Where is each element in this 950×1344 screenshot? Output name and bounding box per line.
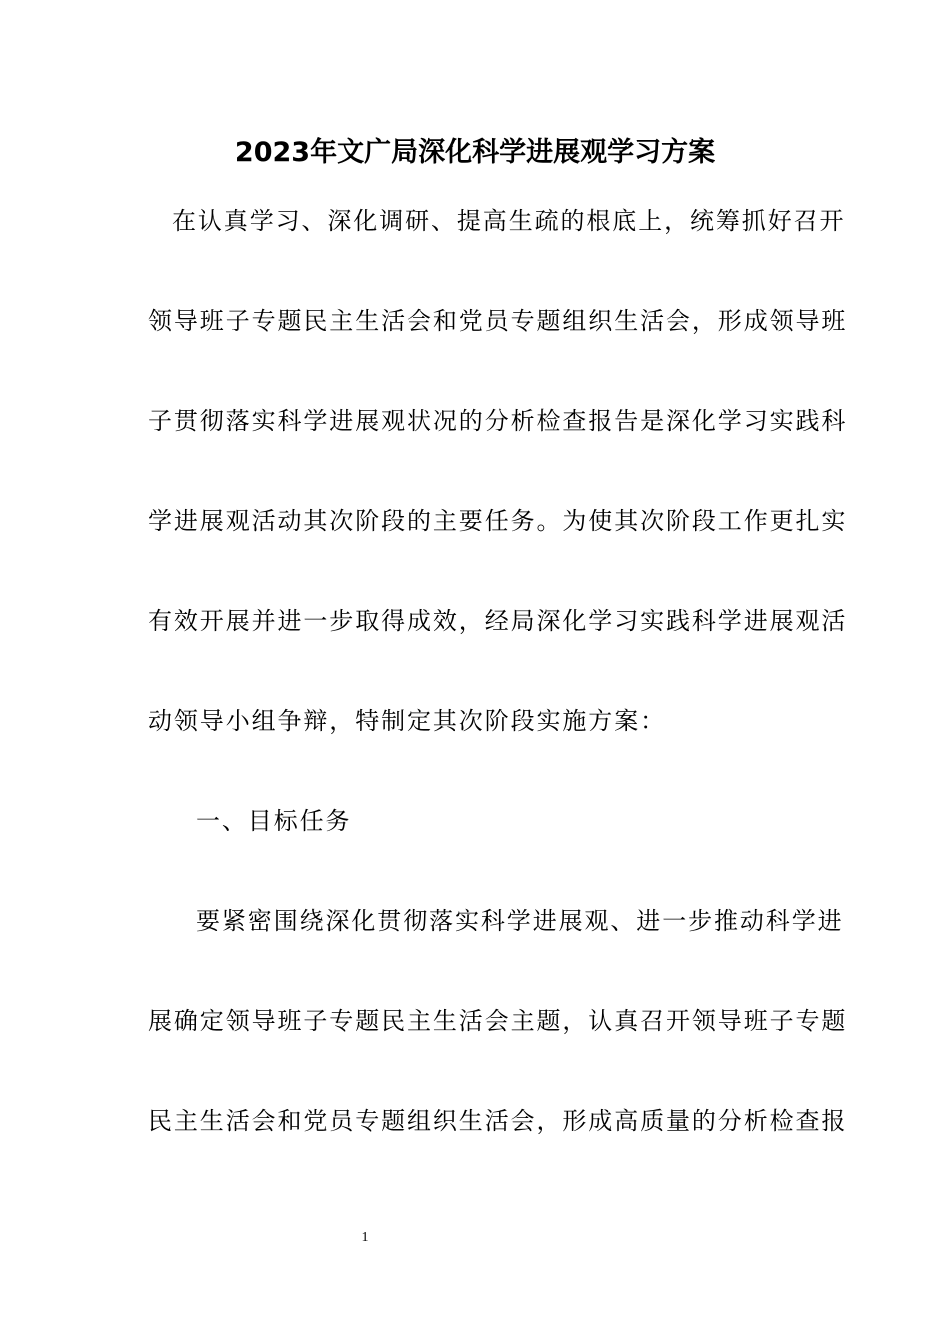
section-heading: 一、目标任务 [196, 807, 352, 835]
paragraph-line: 展确定领导班子专题民主生活会主题，认真召开领导班子专题 [148, 1007, 848, 1035]
paragraph-line: 子贯彻落实科学进展观状况的分析检查报告是深化学习实践科 [148, 407, 848, 435]
paragraph-line: 要紧密围绕深化贯彻落实科学进展观、进一步推动科学进 [196, 907, 844, 935]
document-title: 2023年文广局深化科学进展观学习方案 [234, 137, 716, 168]
paragraph-line: 民主生活会和党员专题组织生活会，形成高质量的分析检查报 [148, 1107, 848, 1135]
paragraph-line: 领导班子专题民主生活会和党员专题组织生活会，形成领导班 [148, 307, 848, 335]
paragraph-line: 学进展观活动其次阶段的主要任务。为使其次阶段工作更扎实 [148, 507, 848, 535]
paragraph-line: 在认真学习、深化调研、提高生疏的根底上，统筹抓好召开 [172, 207, 846, 235]
page-number: 1 [361, 1230, 369, 1245]
paragraph-line: 动领导小组争辩，特制定其次阶段实施方案： [148, 707, 666, 735]
paragraph-line: 有效开展并进一步取得成效，经局深化学习实践科学进展观活 [148, 607, 848, 635]
